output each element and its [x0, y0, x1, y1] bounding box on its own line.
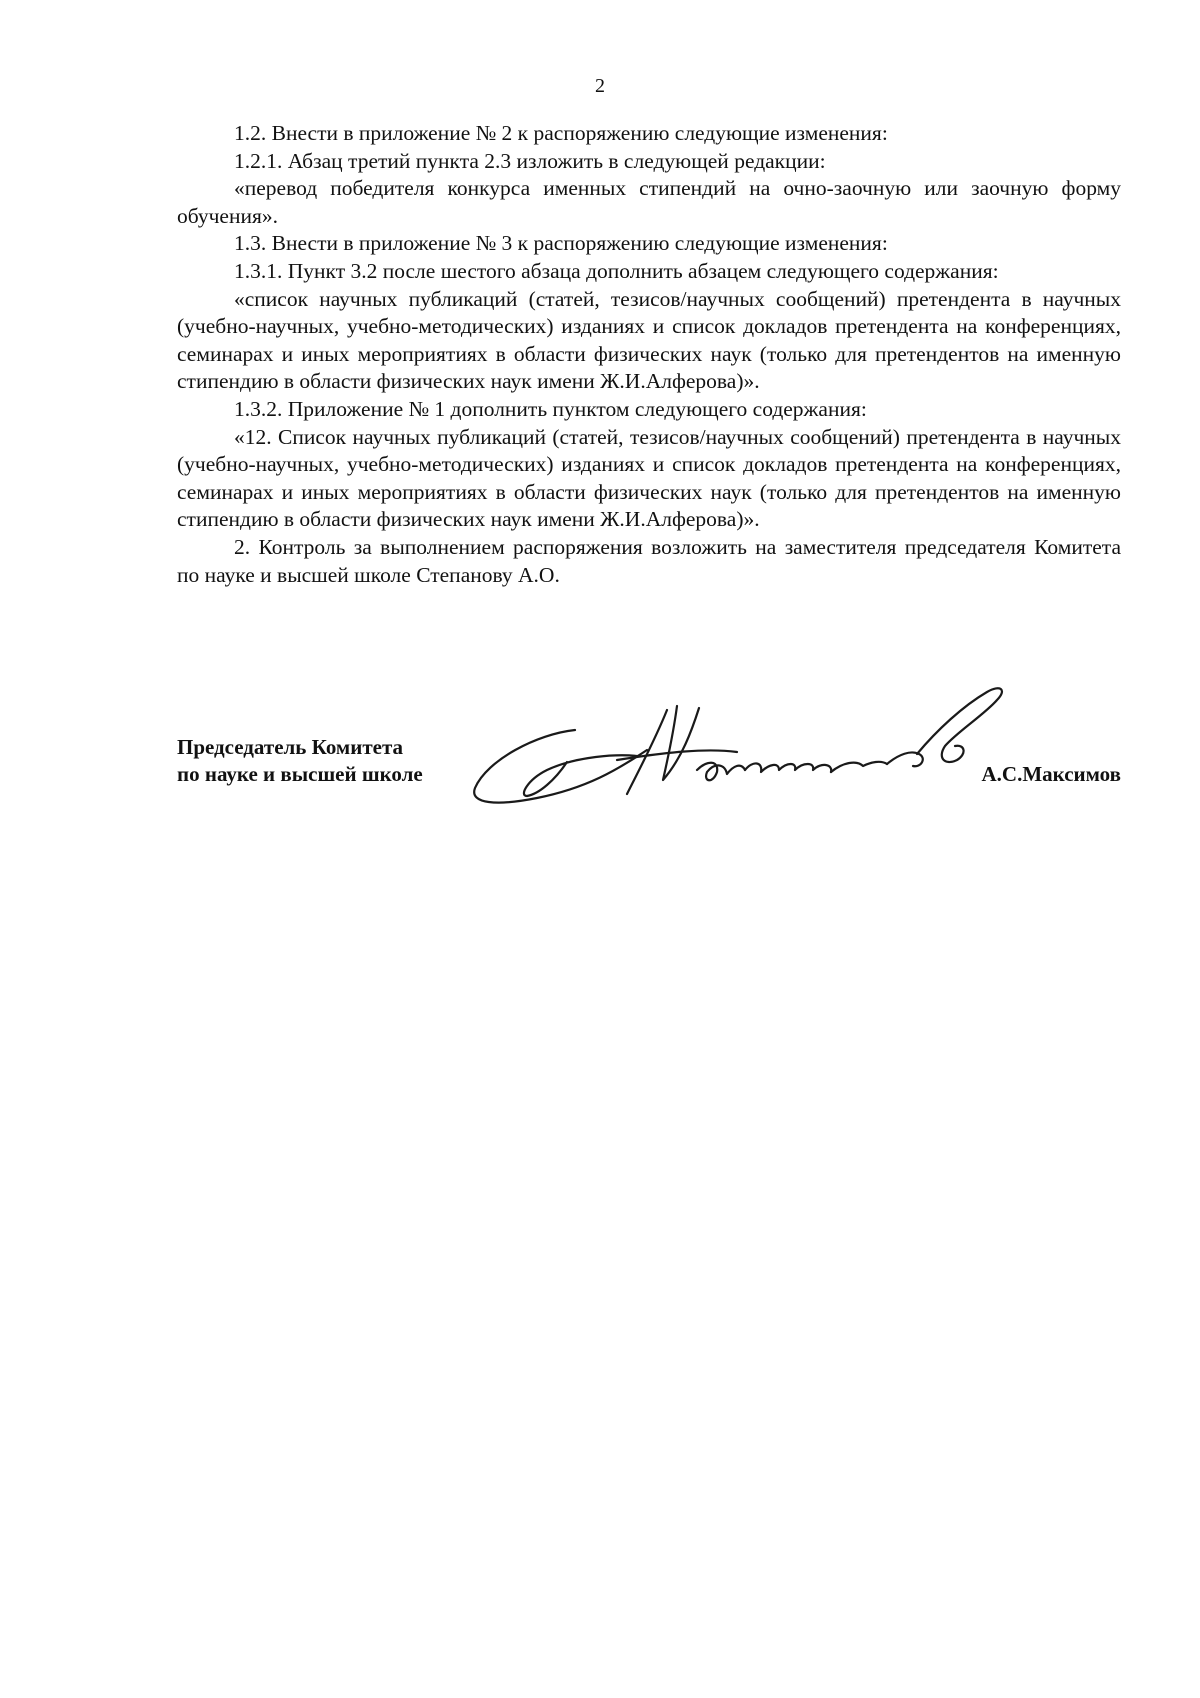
- paragraph-1-2-1: 1.2.1. Абзац третий пункта 2.3 изложить в следующей редакции:: [234, 148, 826, 173]
- page-number: 2: [595, 75, 605, 97]
- signatory-position-line-2: по науке и высшей школе: [177, 762, 423, 786]
- paragraph-1-3-1: 1.3.1. Пункт 3.2 после шестого абзаца дополнить абзацем следующего содержания:: [234, 258, 999, 283]
- signature-block: [177, 670, 1121, 810]
- signatory-name: А.С.Максимов: [981, 762, 1121, 786]
- document-body: [177, 120, 1121, 589]
- paragraph-1-3: 1.3. Внести в приложение № 3 к распоряжению следующие изменения:: [234, 231, 888, 256]
- paragraph-1-2: 1.2. Внести в приложение № 2 к распоряжению следующие изменения:: [234, 121, 888, 145]
- paragraph-2: 2. Контроль за выполнением распоряжения возложить на заместителя председателя Комитета по науке и высшей школе Степанову А.О.: [177, 534, 1121, 587]
- signatory-position-line-1: Председатель Комитета: [177, 735, 404, 759]
- paragraph-quote-1: «перевод победителя конкурса именных стипендий на очно-заочную или заочную форму обучения».: [177, 176, 1121, 228]
- paragraph-1-3-2: 1.3.2. Приложение № 1 дополнить пунктом следующего содержания:: [234, 396, 867, 421]
- handwritten-signature: [467, 670, 1027, 810]
- paragraph-quote-3: «12. Список научных публикаций (статей, тезисов/научных сообщений) претендента в научных (учебно-научных, учебно-методических) изданиях и список докладов претендента на конференциях, семинарах и иных мероприятиях в области физических наук (только для претендентов на именную стипендию в области физических наук имени Ж.И.Алферова)».: [177, 424, 1121, 532]
- paragraph-quote-2: «список научных публикаций (статей, тезисов/научных сообщений) претендента в научных (учебно-научных, учебно-методических) изданиях и список докладов претендента на конференциях, семинарах и иных мероприятиях в области физических наук (только для претендентов на именную стипендию в области физических наук имени Ж.И.Алферова)».: [177, 286, 1121, 394]
- signatory-position: [177, 734, 423, 788]
